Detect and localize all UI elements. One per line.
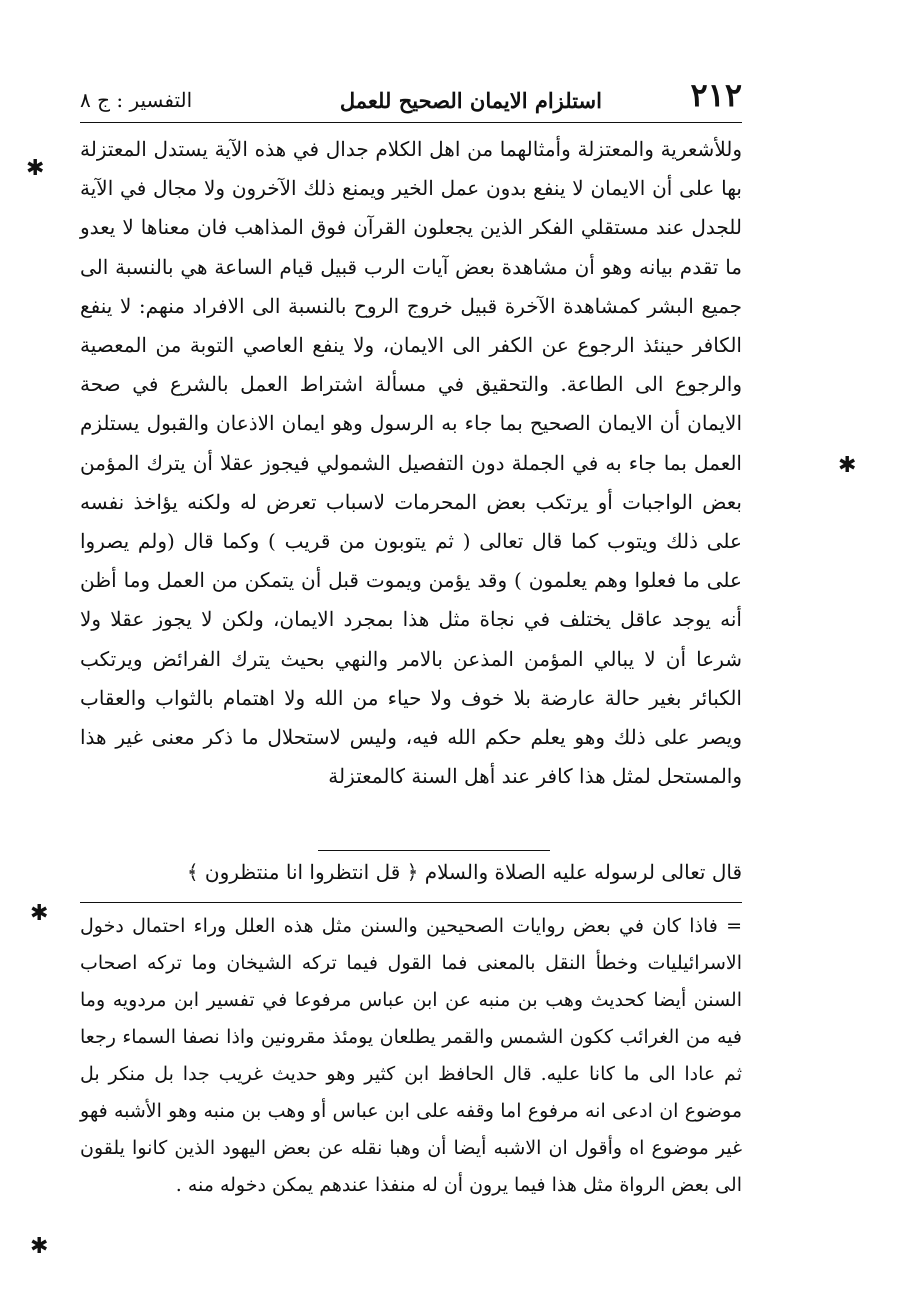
quranic-quote: قال تعالى لرسوله عليه الصلاة والسلام ﴿ قل انتظروا انا منتظرون ﴾ <box>186 860 742 884</box>
footnote-paragraph: = فاذا كان في بعض روايات الصحيحين والسنن مثل هذه العلل وراء احتمال دخول الاسرائيليات وخطأ النقل بالمعنى فما القول فيما تركه الشيخان وما تركه اصحاب السنن أيضا كحديث وهب بن منبه عن ابن عباس مرفوعا في تفسير ابن مردويه وما فيه من الغرائب ككون الشمس والقمر يطلعان يومئذ مقرونين واذا نصفا السماء رجعا ثم عادا الى ما كانا عليه. قال الحافظ ابن كثير وهو حديث غريب جدا بل منكر بل موضوع ان ادعى انه مرفوع اما وقفه على ابن عباس أو وهب بن منبه وهو الأشبه فهو غير موضوع اه وأقول ان الاشبه أيضا أن وهبا نقله عن بعض اليهود الذين كانوا يلقون الى بعض الرواة مثل هذا فيما يرون أن له منفذا عندهم يمكن دخوله منه . <box>80 915 742 1196</box>
volume-label: التفسير : ج ٨ <box>80 88 193 112</box>
body-paragraph: وللأشعرية والمعتزلة وأمثالهما من اهل الكلام جدال في هذه الآية يستدل المعتزلة بها على أن الايمان لا ينفع بدون عمل الخير ويمنع ذلك الآخرون ولا مجال في الآية للجدل عند مستقلي الفكر الذين يجعلون القرآن فوق المذاهب فان معناها لا يعدو ما تقدم بيانه وهو أن مشاهدة بعض آيات الرب قبيل قيام الساعة هي بالنسبة الى جميع البشر كمشاهدة الآخرة قبيل خروج الروح بالنسبة الى الافراد منهم: لا ينفع الكافر حينئذ الرجوع عن الكفر الى الايمان، ولا ينفع العاصي التوبة من المعصية والرجوع الى الطاعة. والتحقيق في مسألة اشتراط العمل بالشرع في صحة الايمان أن الايمان الصحيح بما جاء به الرسول وهو ايمان الاذعان والقبول يستلزم العمل بما جاء به في الجملة دون التفصيل الشمولي فيجوز عقلا أن يترك المؤمن بعض الواجبات أو يرتكب بعض المحرمات لاسباب تعرض له ولكنه يؤاخذ نفسه على ذلك ويتوب كما قال تعالى ( ثم يتوبون من قريب ) وكما قال (ولم يصروا على ما فعلوا وهم يعلمون ) وقد يؤمن ويموت قبل أن يتمكن من العمل وما أظن أنه يوجد عاقل يختلف في نجاة مثل هذا بمجرد الايمان، ولكن لا يجوز عقلا ولا شرعا أن لا يبالي المؤمن المذعن بالامر والنهي بحيث يترك الفرائض ويرتكب الكبائر بغير حالة عارضة بلا خوف ولا حياء من الله ولا اهتمام بالثواب والعقاب ويصر على ذلك وهو يعلم حكم الله فيه، وليس لاستحلال ما ذكر معنى غير هذا والمستحل لمثل هذا كافر عند أهل السنة كالمعتزلة <box>80 137 743 789</box>
margin-mark-icon: ✱ <box>30 901 49 926</box>
running-title: استلزام الايمان الصحيح للعمل <box>339 88 602 113</box>
margin-mark-icon: ✱ <box>838 453 857 478</box>
section-divider <box>318 850 550 851</box>
margin-mark-icon: ✱ <box>26 156 45 181</box>
margin-mark-icon: ✱ <box>30 1234 49 1259</box>
page-number: ٢١٢ <box>690 76 742 114</box>
page-header <box>80 76 742 120</box>
footnote-divider <box>80 902 742 903</box>
footnote-section <box>80 908 742 1204</box>
main-body <box>80 130 742 796</box>
header-rule <box>80 122 742 123</box>
